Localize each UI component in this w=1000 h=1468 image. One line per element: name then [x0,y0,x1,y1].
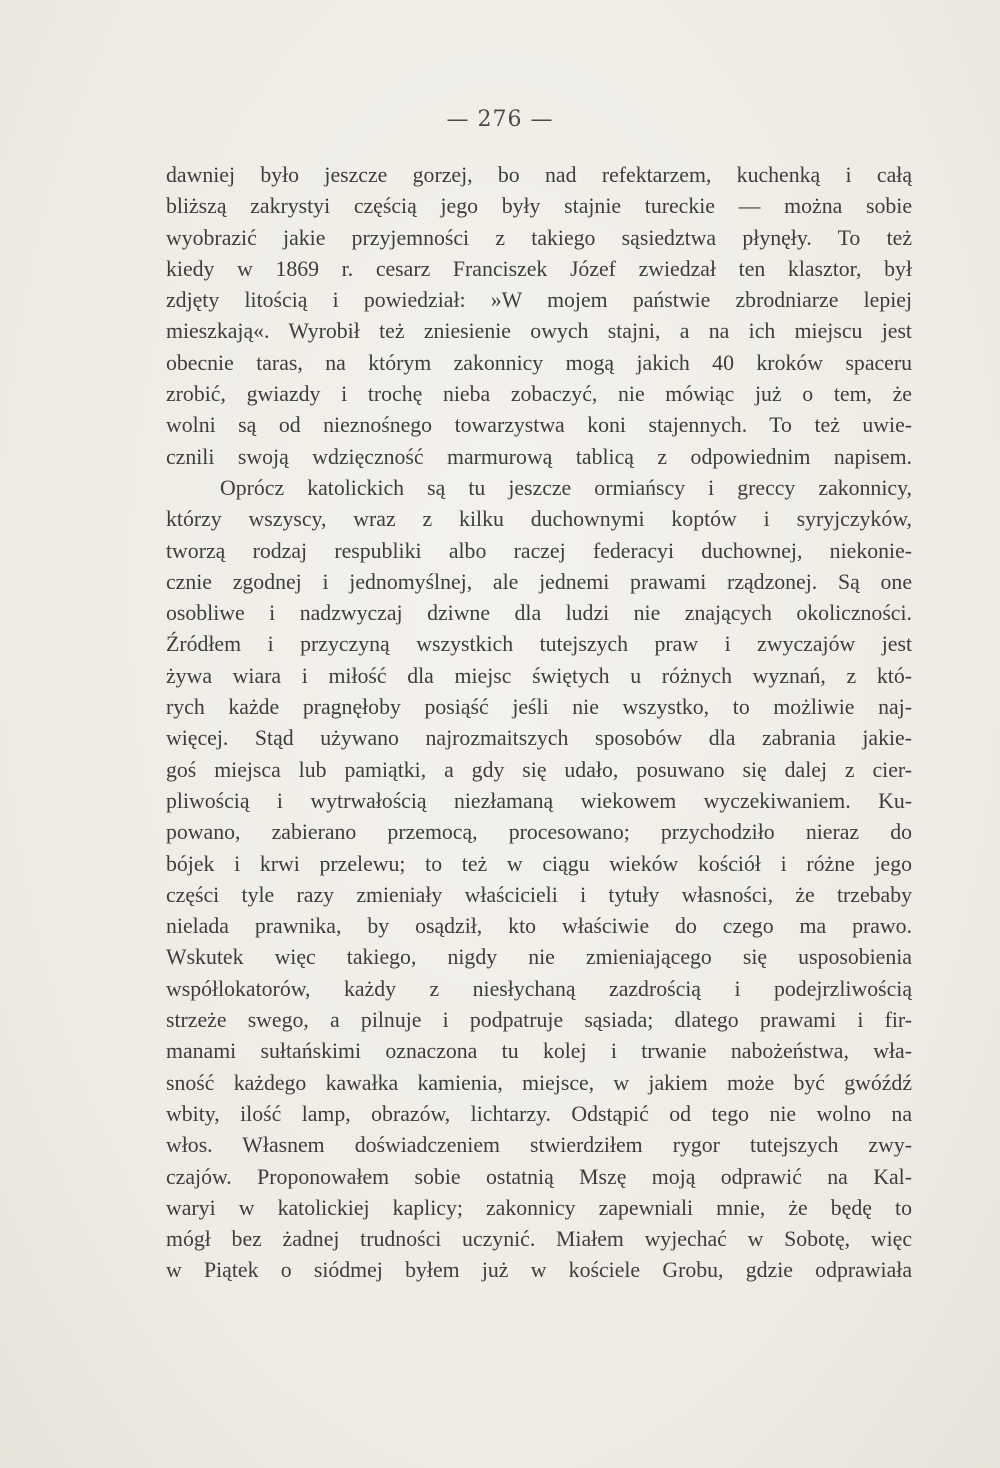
text-line: włos. Własnem doświadczeniem stwierdziłem rygor tutejszych zwy- [166,1133,912,1158]
text-line: bójek i krwi przelewu; to też w ciągu wieków kościół i różne jego [166,851,912,876]
text-line: cznie zgodnej i jednomyślnej, ale jednemi prawami rządzonej. Są one [166,569,912,594]
text-line: wyobrazić jakie przyjemności z takiego sąsiedztwa płynęły. To też [166,225,912,250]
text-line: mógł bez żadnej trudności uczynić. Miałem wyjechać w Sobotę, więc [166,1227,912,1252]
text-line: współlokatorów, każdy z niesłychaną zazdrością i podejrzliwością [166,976,912,1001]
text-line: pliwością i wytrwałością niezłamaną wiekowem wyczekiwaniem. Ku- [166,788,912,813]
text-line: zdjęty litością i powiedział: »W mojem państwie zbrodniarze lepiej [166,288,912,313]
text-line: tworzą rodzaj respubliki albo raczej federacyi duchownej, niekonie- [166,538,912,563]
text-line: strzeże swego, a pilnuje i podpatruje sąsiada; dlatego prawami i fir- [166,1008,912,1033]
text-line: wolni są od nieznośnego towarzystwa koni stajennych. To też uwie- [166,413,912,438]
text-line: czajów. Proponowałem sobie ostatnią Mszę moją odprawić na Kal- [166,1164,912,1189]
text-line: więcej. Stąd używano najrozmaitszych sposobów dla zabrania jakie- [166,726,912,751]
text-line: nielada prawnika, by osądził, kto właściwie do czego ma prawo. [166,914,912,939]
text-line: goś miejsca lub pamiątki, a gdy się udało, posuwano się dalej z cier- [166,757,912,782]
text-line: wbity, ilość lamp, obrazów, lichtarzy. Odstąpić od tego nie wolno na [166,1101,912,1126]
text-line: Źródłem i przyczyną wszystkich tutejszych praw i zwyczajów jest [166,632,912,657]
text-line: manami sułtańskimi oznaczona tu kolej i trwanie nabożeństwa, wła- [166,1039,912,1064]
page-number: — 276 — [446,107,554,132]
text-line: którzy wszyscy, wraz z kilku duchownymi koptów i syryjczyków, [166,507,912,532]
text-line: zrobić, gwiazdy i trochę nieba zobaczyć, nie mówiąc już o tem, że [166,382,912,407]
text-line: żywa wiara i miłość dla miejsc świętych u różnych wyznań, z któ- [166,663,912,688]
text-line: obecnie taras, na którym zakonnicy mogą jakich 40 kroków spaceru [166,350,912,375]
text-line: dawniej było jeszcze gorzej, bo nad refektarzem, kuchenką i całą [166,163,912,187]
text-line: w Piątek o siódmej byłem już w kościele Grobu, gdzie odprawiała [166,1258,912,1283]
text-line: rych każde pragnęłoby posiąść jeśli nie wszystko, to możliwie naj- [166,695,912,720]
text-line: sność każdego kawałka kamienia, miejsce, w jakiem może być gwóźdź [166,1070,912,1095]
text-line: mieszkają«. Wyrobił też zniesienie owych stajni, a na ich miejscu jest [166,319,912,344]
text-line: Wskutek więc takiego, nigdy nie zmieniającego się usposobienia [166,945,912,970]
text-line: powano, zabierano przemocą, procesowano; przychodziło nieraz do [166,820,912,845]
text-line-paragraph-end: cznili swoją wdzięczność marmurową tablicą z odpowiednim napisem. [166,444,912,469]
text-line: osobliwe i nadzwyczaj dziwne dla ludzi nie znających okoliczności. [166,601,912,626]
body-text [166,160,912,1287]
text-line: kiedy w 1869 r. cesarz Franciszek Józef zwiedzał ten klasztor, był [166,256,912,281]
text-line: waryi w katolickiej kaplicy; zakonnicy zapewniali mnie, że będę to [166,1195,912,1220]
text-line: części tyle razy zmieniały właścicieli i tytuły własności, że trzebaby [166,882,912,907]
text-line-paragraph-start: Oprócz katolickich są tu jeszcze ormiańscy i greccy zakonnicy, [220,475,912,500]
text-line: bliższą zakrystyi częścią jego były stajnie tureckie — można sobie [166,194,912,219]
